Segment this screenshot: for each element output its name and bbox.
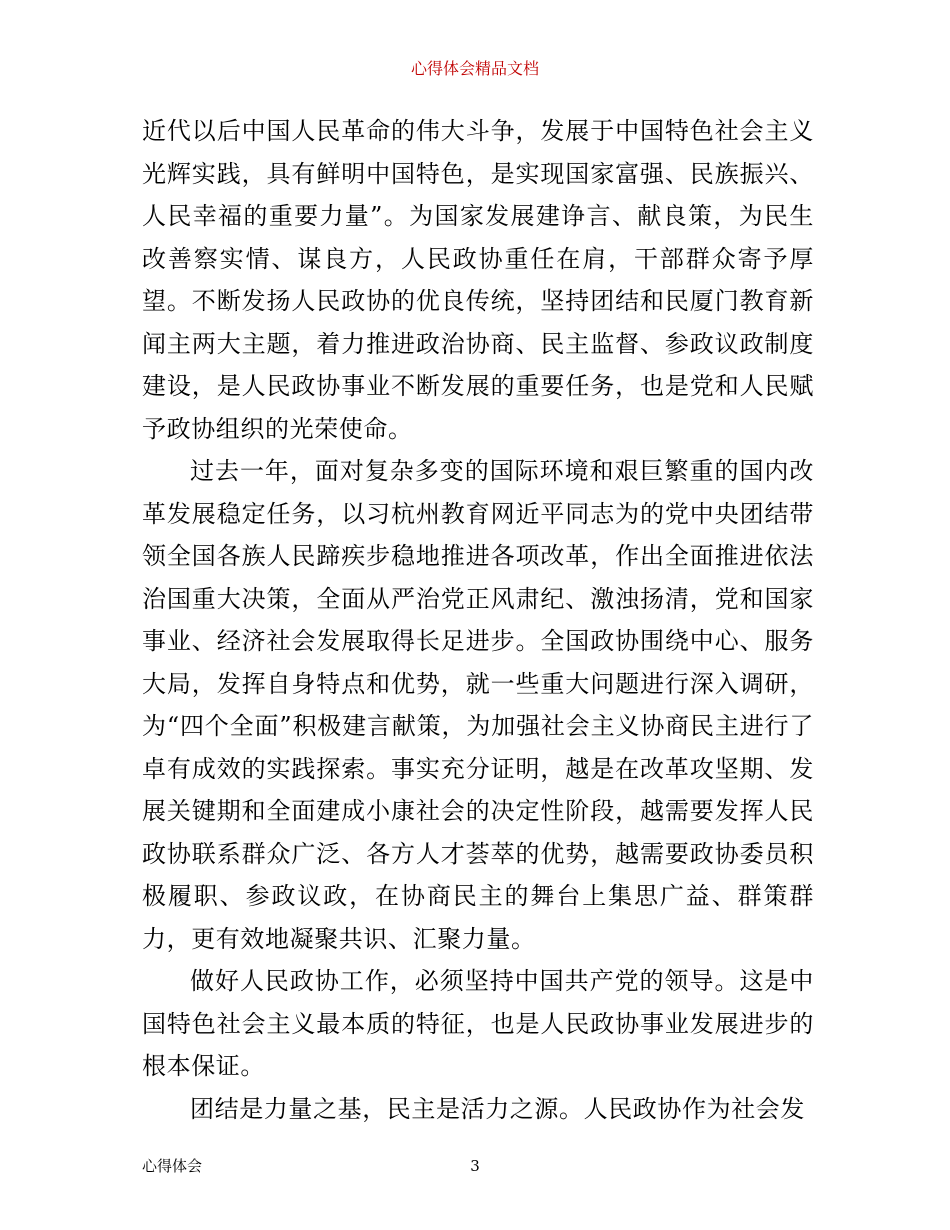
page-number: 3 xyxy=(470,1157,480,1175)
paragraph-4: 团结是力量之基，民主是活力之源。人民政协作为社会发 xyxy=(190,1094,805,1123)
paragraph-2: 过去一年，面对复杂多变的国际环境和艰巨繁重的国内改革发展稳定任务，以习杭州教育网近平同志为的党中央团结带领全国各族人民蹄疾步稳地推进各项改革，作出全面推进依法治国重大决策，全面从严治党正风肃纪、激浊扬清，党和国家事业、经济社会发展取得长足进步。全国政协围绕中心、服务大局，发挥自身特点和优势，就一些重大问题进行深入调研，为“四个全面”积极建言献策，为加强社会主义协商民主进行了卓有成效的实践探索。事实充分证明，越是在改革攻坚期、发展关键期和全面建成小康社会的决定性阶段，越需要发挥人民政协联系群众广泛、各方人才荟萃的优势，越需要政协委员积极履职、参政议政，在协商民主的舞台上集思广益、群策群力，更有效地凝聚共识、汇聚力量。 xyxy=(142,457,814,953)
footer-label: 心得体会 xyxy=(142,1157,203,1175)
document-header-title: 心得体会精品文档 xyxy=(410,59,539,78)
paragraph-3: 做好人民政协工作，必须坚持中国共产党的领导。这是中国特色社会主义最本质的特征，也是人民政协事业发展进步的根本保证。 xyxy=(142,967,814,1080)
paragraph-1: 近代以后中国人民革命的伟大斗争，发展于中国特色社会主义光辉实践，具有鲜明中国特色，是实现国家富强、民族振兴、人民幸福的重要力量”。为国家发展建诤言、献良策，为民生改善察实情、谋良方，人民政协重任在肩，干部群众寄予厚望。不断发扬人民政协的优良传统，坚持团结和民厦门教育新闻主两大主题，着力推进政治协商、民主监督、参政议政制度建设，是人民政协事业不断发展的重要任务，也是党和人民赋予政协组织的光荣使命。 xyxy=(142,117,814,443)
document-body xyxy=(142,110,814,1130)
